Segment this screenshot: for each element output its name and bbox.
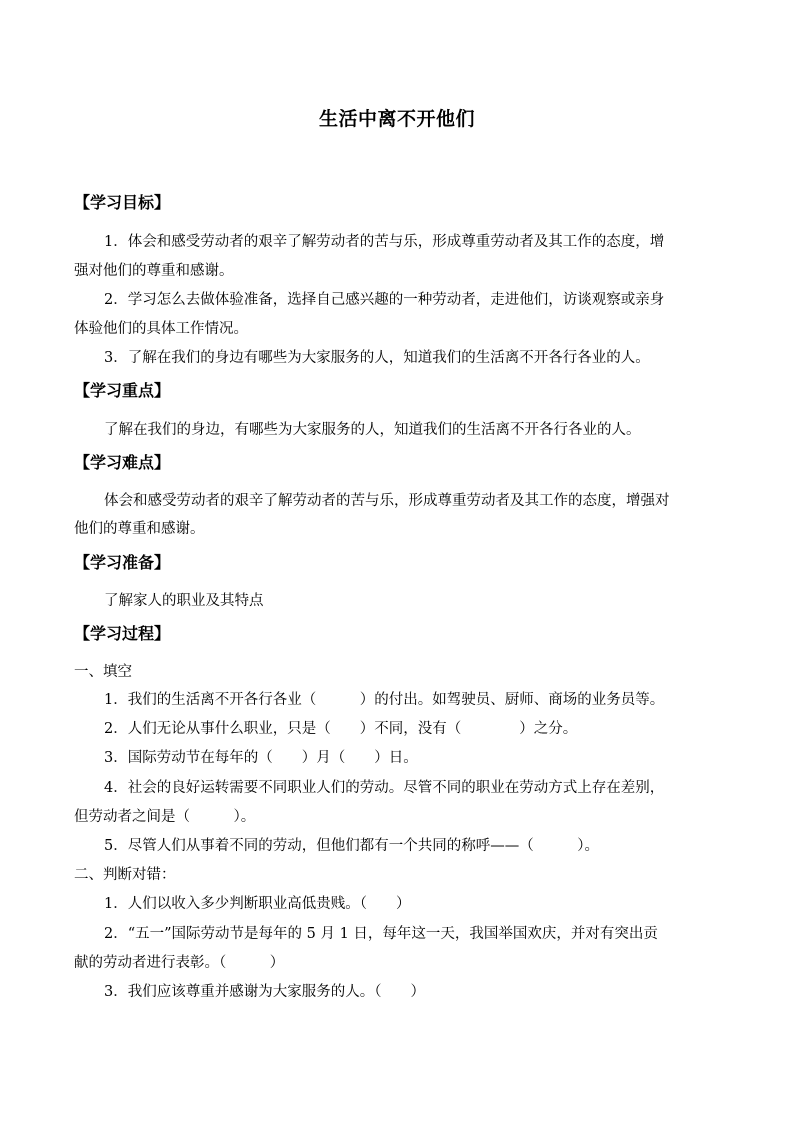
page-title: 生活中离不开他们 <box>318 108 475 130</box>
fill-blank-q1: 1．我们的生活离不开各行各业（ ）的付出。如驾驶员、厨师、商场的业务员等。 <box>104 692 665 708</box>
true-false-q2-line1: 2．“五一”国际劳动节是每年的 5 月 1 日，每年这一天，我国举国欢庆，并对有突出贡 <box>104 926 658 942</box>
objectives-line-2: 强对他们的尊重和感谢。 <box>74 263 234 279</box>
fill-blank-q5: 5．尽管人们从事着不同的劳动，但他们都有一个共同的称呼——（ ）。 <box>104 838 599 854</box>
true-false-q3: 3．我们应该尊重并感谢为大家服务的人。（ ） <box>104 984 425 1000</box>
true-false-q2-line2: 献的劳动者进行表彰。（ ） <box>74 955 285 971</box>
fill-blank-title: 一、填空 <box>74 664 132 680</box>
true-false-title: 二、判断对错： <box>74 867 176 883</box>
difficulty-line-2: 他们的尊重和感谢。 <box>74 521 205 537</box>
true-false-q1: 1．人们以收入多少判断职业高低贵贱。（ ） <box>104 896 411 912</box>
process-heading: 【学习过程】 <box>74 624 171 643</box>
objectives-line-5: 3．了解在我们的身边有哪些为大家服务的人，知道我们的生活离不开各行各业的人。 <box>104 350 650 366</box>
objectives-line-3: 2．学习怎么去做体验准备，选择自己感兴趣的一种劳动者，走进他们，访谈观察或亲身 <box>104 292 665 308</box>
objectives-line-4: 体验他们的具体工作情况。 <box>74 321 248 337</box>
fill-blank-q4-line1: 4．社会的良好运转需要不同职业人们的劳动。尽管不同的职业在劳动方式上存在差别， <box>104 780 665 796</box>
focus-line-1: 了解在我们的身边，有哪些为大家服务的人，知道我们的生活离不开各行各业的人。 <box>104 422 641 438</box>
fill-blank-q2: 2．人们无论从事什么职业，只是（ ）不同，没有（ ）之分。 <box>104 721 578 737</box>
objectives-line-1: 1．体会和感受劳动者的艰辛了解劳动者的苦与乐，形成尊重劳动者及其工作的态度，增 <box>104 234 665 250</box>
fill-blank-q3: 3．国际劳动节在每年的（ ）月（ ）日。 <box>104 750 418 766</box>
preparation-line-1: 了解家人的职业及其特点 <box>104 593 264 609</box>
objectives-heading: 【学习目标】 <box>74 193 171 212</box>
difficulty-heading: 【学习难点】 <box>74 453 171 472</box>
difficulty-line-1: 体会和感受劳动者的艰辛了解劳动者的苦与乐，形成尊重劳动者及其工作的态度，增强对 <box>104 493 670 509</box>
focus-heading: 【学习重点】 <box>74 381 171 400</box>
preparation-heading: 【学习准备】 <box>74 553 171 572</box>
fill-blank-q4-line2: 但劳动者之间是（ ）。 <box>74 809 256 825</box>
